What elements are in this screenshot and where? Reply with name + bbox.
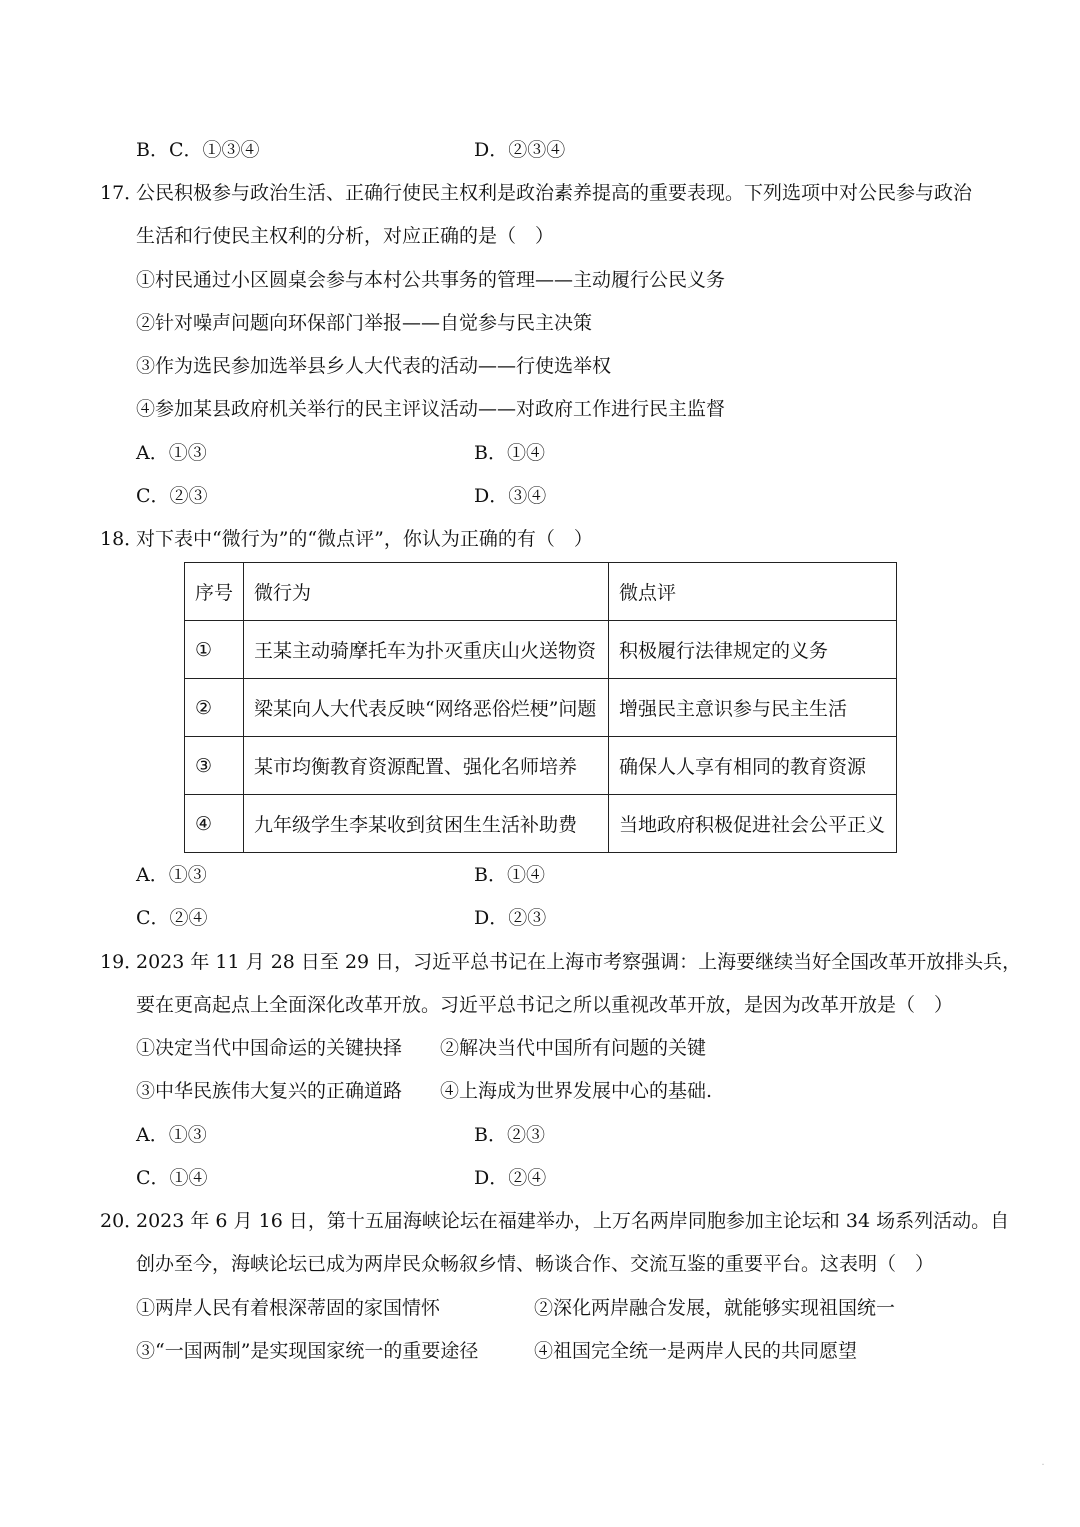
q17-stem-line1: 公民积极参与政治生活、正确行使民主权利是政治素养提高的重要表现。下列选项中对公民参与政治 bbox=[136, 182, 973, 204]
q17-option-a: A．①③ bbox=[136, 442, 207, 464]
table-cell: ③ bbox=[185, 737, 244, 795]
q17-item-4: ④参加某县政府机关举行的民主评议活动——对政府工作进行民主监督 bbox=[136, 398, 726, 420]
table-row bbox=[185, 737, 897, 795]
table-cell: ④ bbox=[185, 795, 244, 853]
q16-option-b: B．C．①③④ bbox=[136, 139, 260, 161]
q20-item-4: ④祖国完全统一是两岸人民的共同愿望 bbox=[534, 1340, 858, 1362]
q20-item-2: ②深化两岸融合发展，就能够实现祖国统一 bbox=[534, 1297, 896, 1319]
q17-option-d: D．③④ bbox=[474, 485, 547, 507]
q19-option-a: A．①③ bbox=[136, 1124, 207, 1146]
q18-stem: 对下表中“微行为”的“微点评”，你认为正确的有（ ） bbox=[136, 528, 593, 550]
table-cell: 积极履行法律规定的义务 bbox=[609, 621, 897, 679]
table-row bbox=[185, 795, 897, 853]
q19-stem-line2: 要在更高起点上全面深化改革开放。习近平总书记之所以重视改革开放，是因为改革开放是（ ） bbox=[136, 994, 954, 1016]
q18-option-d: D．②③ bbox=[474, 907, 547, 929]
q19-item-3: ③中华民族伟大复兴的正确道路 bbox=[136, 1080, 403, 1102]
q18-number: 18． bbox=[100, 528, 144, 550]
q18-option-b: B．①④ bbox=[474, 864, 545, 886]
q17-stem-line2: 生活和行使民主权利的分析，对应正确的是（ ） bbox=[136, 225, 555, 247]
q19-number: 19． bbox=[100, 951, 144, 973]
q18-table bbox=[184, 562, 897, 853]
q20-item-3: ③“一国两制”是实现国家统一的重要途径 bbox=[136, 1340, 479, 1362]
q17-number: 17． bbox=[100, 182, 144, 204]
q19-option-d: D．②④ bbox=[474, 1167, 547, 1189]
table-cell: 增强民主意识参与民主生活 bbox=[609, 679, 897, 737]
table-header-cell: 微行为 bbox=[244, 563, 609, 621]
table-cell: 确保人人享有相同的教育资源 bbox=[609, 737, 897, 795]
table-header-cell: 序号 bbox=[185, 563, 244, 621]
q17-item-2: ②针对噪声问题向环保部门举报——自觉参与民主决策 bbox=[136, 312, 593, 334]
q18-option-a: A．①③ bbox=[136, 864, 207, 886]
q19-item-1: ①决定当代中国命运的关键抉择 bbox=[136, 1037, 403, 1059]
q19-option-c: C．①④ bbox=[136, 1167, 208, 1189]
table-cell: 九年级学生李某收到贫困生生活补助费 bbox=[244, 795, 609, 853]
table-row bbox=[185, 621, 897, 679]
q17-item-1: ①村民通过小区圆桌会参与本村公共事务的管理——主动履行公民义务 bbox=[136, 269, 726, 291]
corner-mark: ˙ bbox=[1040, 1462, 1046, 1476]
table-cell: 王某主动骑摩托车为扑灭重庆山火送物资 bbox=[244, 621, 609, 679]
q19-item-2: ②解决当代中国所有问题的关键 bbox=[440, 1037, 707, 1059]
table-header-row bbox=[185, 563, 897, 621]
table-header-cell: 微点评 bbox=[609, 563, 897, 621]
q20-stem-line2: 创办至今，海峡论坛已成为两岸民众畅叙乡情、畅谈合作、交流互鉴的重要平台。这表明（ ） bbox=[136, 1253, 935, 1275]
q17-option-b: B．①④ bbox=[474, 442, 545, 464]
q17-item-3: ③作为选民参加选举县乡人大代表的活动——行使选举权 bbox=[136, 355, 612, 377]
table-cell: 梁某向人大代表反映“网络恶俗烂梗”问题 bbox=[244, 679, 609, 737]
q17-option-c: C．②③ bbox=[136, 485, 208, 507]
q16-option-d: D．②③④ bbox=[474, 139, 566, 161]
table-cell: ② bbox=[185, 679, 244, 737]
table-cell: 当地政府积极促进社会公平正义 bbox=[609, 795, 897, 853]
q20-stem-line1: 2023 年 6 月 16 日，第十五届海峡论坛在福建举办，上万名两岸同胞参加主论坛和 34 场系列活动。自 bbox=[136, 1210, 1010, 1232]
q19-item-4: ④上海成为世界发展中心的基础. bbox=[440, 1080, 713, 1102]
q20-item-1: ①两岸人民有着根深蒂固的家国情怀 bbox=[136, 1297, 441, 1319]
table-row bbox=[185, 679, 897, 737]
table-cell: ① bbox=[185, 621, 244, 679]
q20-number: 20． bbox=[100, 1210, 144, 1232]
q19-stem-line1: 2023 年 11 月 28 日至 29 日，习近平总书记在上海市考察强调：上海要继续当好全国改革开放排头兵， bbox=[136, 951, 1022, 973]
table-cell: 某市均衡教育资源配置、强化名师培养 bbox=[244, 737, 609, 795]
q18-option-c: C．②④ bbox=[136, 907, 208, 929]
q19-option-b: B．②③ bbox=[474, 1124, 545, 1146]
